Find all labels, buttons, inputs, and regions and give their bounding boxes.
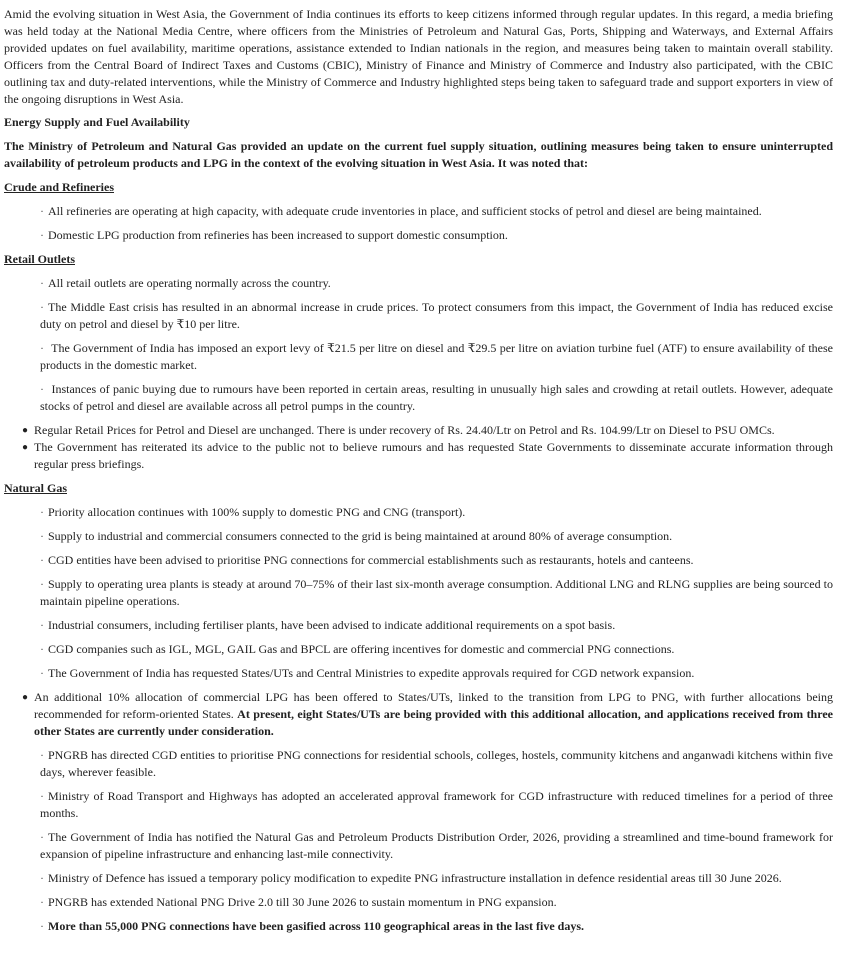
bullet-icon: ● bbox=[22, 442, 29, 453]
item-mark: · bbox=[40, 577, 44, 591]
subheading-crude: Crude and Refineries bbox=[4, 180, 114, 194]
item-mark: · bbox=[40, 830, 44, 844]
list-item: · Domestic LPG production from refineries has been increased to support domestic consumption. bbox=[40, 228, 508, 242]
bullet-list bbox=[4, 422, 833, 473]
list-item: · All refineries are operating at high capacity, with adequate crude inventories in place, and sufficient stocks of petrol and diesel are being maintained. bbox=[40, 204, 762, 218]
item-mark: · bbox=[40, 553, 44, 567]
item-mark: · bbox=[40, 382, 44, 396]
list-item: · The Government of India has imposed an export levy of ₹21.5 per litre on diesel and ₹29.5 per litre on aviation turbine fuel (ATF) to ensure availability of these products in the domestic market. bbox=[40, 341, 833, 372]
bullet-item: ● The Government has reiterated its advice to the public not to believe rumours and has requested State Governments to disseminate accurate information through regular press briefings. bbox=[22, 440, 833, 471]
item-mark: · bbox=[40, 642, 44, 656]
item-mark: · bbox=[40, 341, 44, 355]
subheading-retail: Retail Outlets bbox=[4, 252, 75, 266]
item-mark: · bbox=[40, 276, 44, 290]
list-item: · Ministry of Road Transport and Highways has adopted an accelerated approval framework for CGD infrastructure with reduced timelines for a period of three months. bbox=[40, 789, 833, 820]
item-mark: · bbox=[40, 871, 44, 885]
list-item: · PNGRB has extended National PNG Drive 2.0 till 30 June 2026 to sustain momentum in PNG expansion. bbox=[40, 895, 557, 909]
list-item: · Supply to operating urea plants is steady at around 70–75% of their last six-month average consumption. Additional LNG and RLNG supplies are being sourced to maintain pipeline operations. bbox=[40, 577, 833, 608]
list-item: · The Government of India has requested States/UTs and Central Ministries to expedite approvals required for CGD network expansion. bbox=[40, 666, 695, 680]
list-item: · Instances of panic buying due to rumours have been reported in certain areas, resulting in unusually high sales and crowding at retail outlets. However, adequate stocks of petrol and diesel are available across all petrol pumps in the country. bbox=[40, 382, 833, 413]
item-mark: · bbox=[40, 919, 44, 933]
list-item: · All retail outlets are operating normally across the country. bbox=[40, 276, 331, 290]
item-mark: · bbox=[40, 895, 44, 909]
item-mark: · bbox=[40, 505, 44, 519]
bullet-item: ● An additional 10% allocation of commercial LPG has been offered to States/UTs, linked to the transition from LPG to PNG, with further allocations being recommended for reform-oriented States. At present, eight States/UTs are being provided with this additional allocation, and applications received from three other States are currently under consideration. bbox=[22, 690, 833, 738]
list-item: · Ministry of Defence has issued a temporary policy modification to expedite PNG infrastructure installation in defence residential areas till 30 June 2026. bbox=[40, 871, 782, 885]
item-mark: · bbox=[40, 748, 44, 762]
list-item bbox=[40, 918, 833, 935]
lead-paragraph: The Ministry of Petroleum and Natural Gas provided an update on the current fuel supply situation, outlining measures being taken to ensure uninterrupted availability of petroleum products and LPG in the context of the evolving situation in West Asia. It was noted that: bbox=[4, 139, 833, 170]
list-item: · The Middle East crisis has resulted in an abnormal increase in crude prices. To protect consumers from this impact, the Government of India has reduced excise duty on petrol and diesel by ₹10 per litre. bbox=[40, 300, 833, 331]
list-item: · CGD companies such as IGL, MGL, GAIL Gas and BPCL are offering incentives for domestic and commercial PNG connections. bbox=[40, 642, 675, 656]
list-item: · The Government of India has notified the Natural Gas and Petroleum Products Distribution Order, 2026, providing a streamlined and time-bound framework for expansion of pipeline infrastructure and enhancing last-mile connectivity. bbox=[40, 830, 833, 861]
intro-paragraph: Amid the evolving situation in West Asia, the Government of India continues its efforts to keep citizens informed through regular updates. In this regard, a media briefing was held today at the National Media Centre, where officers from the Ministries of Petroleum and Natural Gas, Ports, Shipping and Waterways, and External Affairs provided updates on fuel availability, maritime operations, assistance extended to Indian nationals in the region, and measures being taken to maintain overall stability. Officers from the Central Board of Indirect Taxes and Customs (CBIC), Ministry of Finance and Ministry of Commerce and Industry also participated, with the CBIC outlining tax and duty-related interventions, while the Ministry of Commerce and Industry highlighted steps being taken to safeguard trade and support exporters in view of the ongoing disruptions in West Asia. bbox=[4, 7, 833, 106]
bullet-item: ● Regular Retail Prices for Petrol and Diesel are unchanged. There is under recovery of Rs. 24.40/Ltr on Petrol and Rs. 104.99/Ltr on Diesel to PSU OMCs. bbox=[22, 423, 775, 437]
bullet-list bbox=[4, 689, 833, 740]
item-mark: · bbox=[40, 618, 44, 632]
list-item: · CGD entities have been advised to prioritise PNG connections for commercial establishments such as restaurants, hotels and canteens. bbox=[40, 553, 694, 567]
item-mark: · bbox=[40, 300, 44, 314]
item-mark: · bbox=[40, 529, 44, 543]
list-item: · Supply to industrial and commercial consumers connected to the grid is being maintained at around 80% of average consumption. bbox=[40, 529, 673, 543]
bold-statement: At present, eight States/UTs are being provided with this additional allocation, and applications received from three other States are currently under consideration. bbox=[34, 707, 833, 738]
item-mark: · bbox=[40, 204, 44, 218]
bullet-icon: ● bbox=[22, 425, 29, 436]
bold-statement: More than 55,000 PNG connections have been gasified across 110 geographical areas in the last five days. bbox=[48, 919, 584, 933]
subheading-natural-gas: Natural Gas bbox=[4, 481, 67, 495]
list-item: · Priority allocation continues with 100% supply to domestic PNG and CNG (transport). bbox=[40, 505, 466, 519]
item-mark: · bbox=[40, 228, 44, 242]
list-item: · PNGRB has directed CGD entities to prioritise PNG connections for residential schools, colleges, hostels, community kitchens and anganwadi kitchens within five days, wherever feasible. bbox=[40, 748, 833, 779]
item-mark: · bbox=[40, 666, 44, 680]
list-item: · Industrial consumers, including fertiliser plants, have been advised to indicate additional requirements on a spot basis. bbox=[40, 618, 616, 632]
item-mark: · bbox=[40, 789, 44, 803]
bullet-icon: ● bbox=[22, 692, 29, 703]
section-title: Energy Supply and Fuel Availability bbox=[4, 115, 190, 129]
